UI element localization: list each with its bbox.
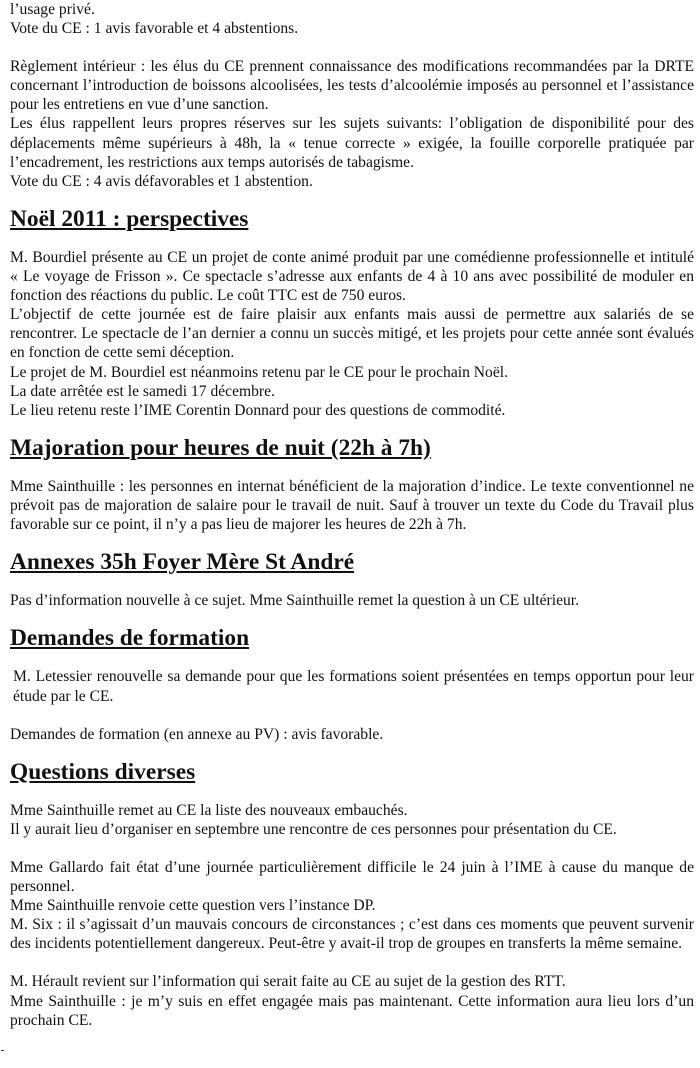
questions-dp-referral: Mme Sainthuille renvoie cette question vers l’instance DP. [10, 897, 376, 915]
section-heading-majoration: Majoration pour heures de nuit (22h à 7h) [10, 434, 431, 461]
annexes-paragraph: Pas d’information nouvelle à ce sujet. Mme Sainthuille remet la question à un CE ultérieur. [10, 592, 580, 610]
noel-retained-line: Le projet de M. Bourdiel est néanmoins retenu par le CE pour le prochain Noël. [10, 363, 508, 381]
document-page [10, 0, 694, 1030]
noel-objective-paragraph: L’objectif de cette journée est de faire plaisir aux enfants mais aussi de permettre aux salariés de se rencontrer. Le spectacle de l’an dernier a connu un succès mitigé, et les projets pour cette année sont évalués en fonction de cette semi déception. [10, 306, 694, 362]
intro-line: l’usage privé. [10, 1, 95, 18]
spacer [10, 839, 694, 858]
reglement-paragraph: Règlement intérieur : les élus du CE prennent connaissance des modifications recommandées par la DRTE concernant l’introduction de boissons alcoolisées, les tests d’alcoolémie imposés au personnel et l’assistance pour les entretiens en vue d’une sanction. [10, 58, 694, 114]
questions-meeting: Il y aurait lieu d’organiser en septembre une rencontre de ces personnes pour présentation du CE. [10, 820, 617, 838]
spacer [10, 648, 694, 667]
noel-date-line: La date arrêtée est le samedi 17 décembre. [10, 382, 275, 400]
questions-herault: M. Hérault revient sur l’information qui serait faite au CE au sujet de la gestion des RTT. [10, 973, 566, 991]
spacer [10, 953, 694, 972]
section-heading-noel: Noël 2011 : perspectives [10, 205, 249, 232]
formation-paragraph: M. Letessier renouvelle sa demande pour que les formations soient présentées en temps opportun pour leur étude par le CE. [13, 668, 694, 705]
questions-new-hires: Mme Sainthuille remet au CE la liste des nouveaux embauchés. [10, 801, 408, 819]
intro-vote: Vote du CE : 1 avis favorable et 4 abstentions. [10, 20, 299, 38]
questions-gallardo: Mme Gallardo fait état d’une journée particulièrement difficile le 24 juin à l’IME à cause du manque de personnel. [10, 859, 694, 896]
section-heading-annexes: Annexes 35h Foyer Mère St André [10, 549, 355, 576]
section-heading-formation: Demandes de formation [10, 625, 250, 652]
spacer [10, 706, 694, 725]
spacer [10, 572, 694, 591]
reglement-vote: Vote du CE : 4 avis défavorables et 1 abstention. [10, 172, 313, 190]
noel-location-line: Le lieu retenu reste l’IME Corentin Donnard pour des questions de commodité. [10, 401, 506, 419]
reglement-reserves-paragraph: Les élus rappellent leurs propres réserves sur les sujets suivants: l’obligation de disponibilité pour des déplacements même supérieurs à 48h, la « tenue correcte » exigée, la fouille corporelle pratiquée par l’encadrement, les restrictions aux temps autorisés de tabagisme. [10, 115, 694, 171]
majoration-paragraph: Mme Sainthuille : les personnes en internat bénéficient de la majoration d’indice. Le texte conventionnel ne prévoit pas de majoration de salaire pour le travail de nuit. Sauf à trouver un texte du Code du Travail plus favorable sur ce point, il n’y a pas lieu de majorer les heures de 22h à 7h. [10, 477, 694, 534]
scan-margin-mark [1, 1050, 4, 1051]
section-heading-questions: Questions diverses [10, 758, 196, 785]
formation-vote: Demandes de formation (en annexe au PV) : avis favorable. [10, 725, 384, 743]
questions-rtt-answer: Mme Sainthuille : je m’y suis en effet engagée mais pas maintenant. Cette information aura lieu lors d’un prochain CE. [10, 992, 694, 1029]
questions-six: M. Six : il s’agissait d’un mauvais concours de circonstances ; c’est dans ces moments que peuvent survenir des incidents potentiellement dangereux. Peut-être y avait-il trop de groupes en transferts la même semaine. [10, 916, 694, 953]
noel-paragraph: M. Bourdiel présente au CE un projet de conte animé produit par une comédienne professionnelle et intitulé « Le voyage de Frisson ». Ce spectacle s’adresse aux enfants de 4 à 10 ans avec possibilité de moduler en fonction des réactions du public. Le coût TTC est de 750 euros. [10, 248, 694, 305]
spacer [10, 38, 694, 57]
